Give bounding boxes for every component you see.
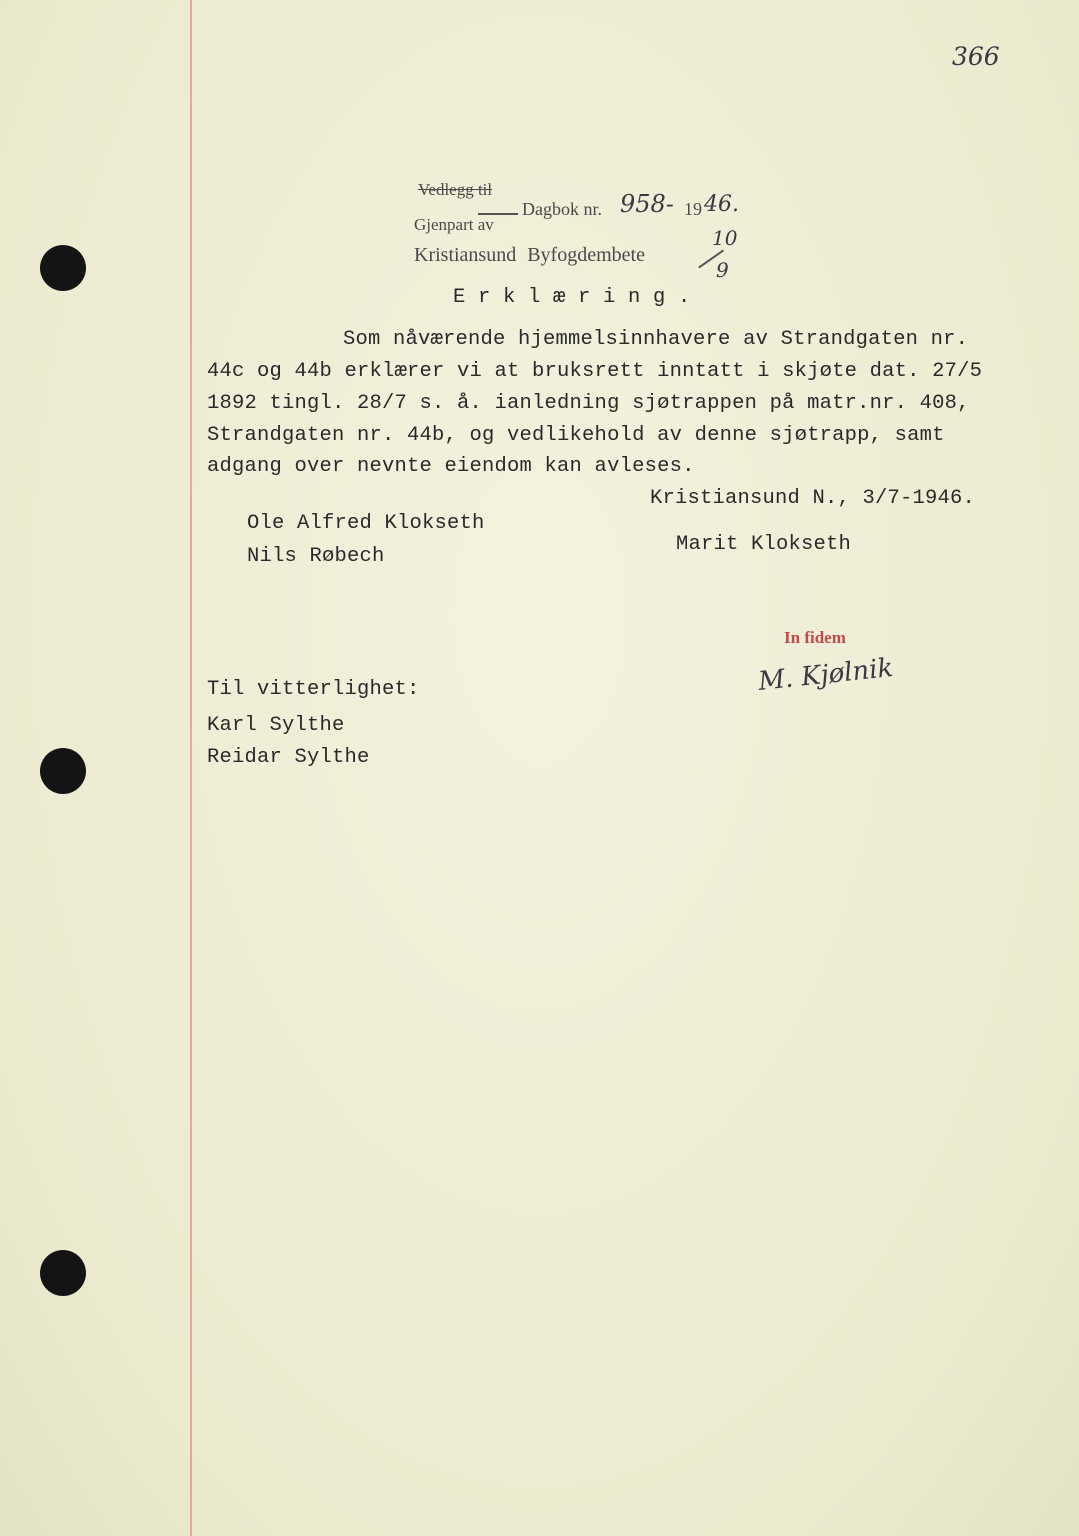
punch-hole <box>40 245 86 291</box>
witness-name: Reidar Sylthe <box>207 746 370 769</box>
body-line: Strandgaten nr. 44b, og vedlikehold av denne sjøtrapp, samt <box>207 424 945 447</box>
gjenpart-label: Gjenpart av <box>414 215 494 234</box>
office-name: Kristiansund Byfogdembete <box>414 244 645 266</box>
document-title: E r k l æ r i n g . <box>453 286 691 309</box>
body-line: 1892 tingl. 28/7 s. å. ianledning sjøtrappen på matr.nr. 408, <box>207 392 970 415</box>
dagbok-label: Dagbok nr. <box>522 199 602 219</box>
body-line: adgang over nevnte eiendom kan avleses. <box>207 455 695 478</box>
signer-left: Ole Alfred Klokseth <box>247 512 485 535</box>
witness-name: Karl Sylthe <box>207 714 345 737</box>
margin-line <box>190 0 192 1536</box>
body-line: Som nåværende hjemmelsinnhavere av Strandgaten nr. <box>343 328 969 351</box>
date-month: 9 <box>716 258 729 282</box>
place-date: Kristiansund N., 3/7-1946. <box>650 487 976 510</box>
punch-hole <box>40 748 86 794</box>
date-day: 10 <box>712 226 738 250</box>
in-fidem-stamp: In fidem <box>784 628 846 647</box>
body-line: 44c og 44b erklærer vi at bruksrett inntatt i skjøte dat. 27/5 <box>207 360 983 383</box>
signer-right: Marit Klokseth <box>676 533 852 556</box>
page-number: 366 <box>952 42 1000 71</box>
punch-hole <box>40 1250 86 1296</box>
year-prefix: 19 <box>684 199 702 219</box>
dagbok-number: 958- <box>620 190 674 218</box>
vedlegg-label: Vedlegg til <box>418 180 493 199</box>
clerk-signature: M. Kjølnik <box>756 653 895 697</box>
signer-left: Nils Røbech <box>247 545 385 568</box>
year-suffix: 46. <box>704 192 739 217</box>
witness-label: Til vitterlighet: <box>207 678 420 701</box>
